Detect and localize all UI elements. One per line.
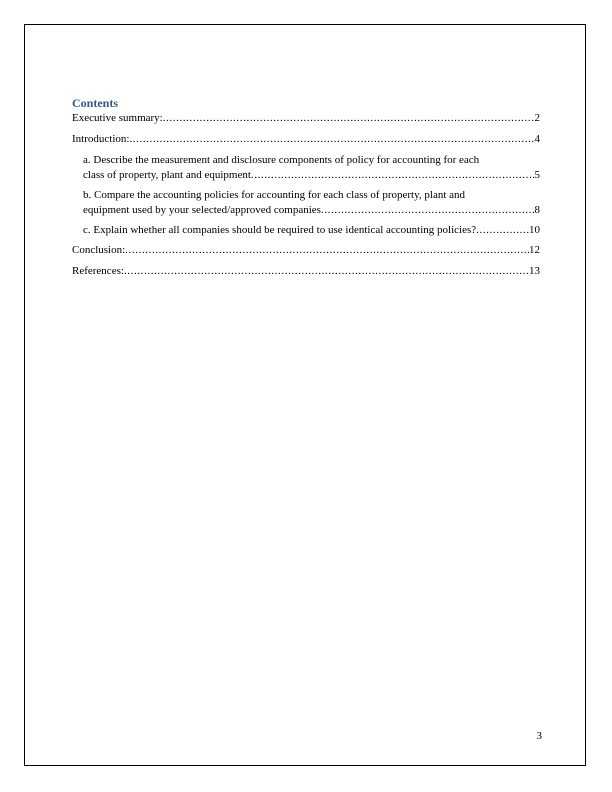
toc-entry-title-line1: a. Describe the measurement and disclosure components of policy for accounting for each <box>83 154 480 166</box>
toc-leader-dots <box>321 203 535 218</box>
toc-entry-title-line2: class of property, plant and equipment <box>83 169 251 181</box>
toc-entry-title: Conclusion: <box>72 244 126 256</box>
toc-leader-dots <box>125 243 529 258</box>
toc-entry-title: Executive summary: <box>72 112 163 124</box>
toc-entry-page: 2 <box>534 112 540 124</box>
toc-leader-dots <box>129 132 534 147</box>
toc-entry-page: 8 <box>534 204 540 216</box>
page-number: 3 <box>536 730 542 742</box>
toc-entry-title: Introduction: <box>72 133 130 145</box>
toc-entry-executive-summary[interactable] <box>72 111 540 126</box>
toc-leader-dots <box>251 168 535 183</box>
toc-leader-dots <box>476 223 529 238</box>
toc-entry-section-b[interactable] <box>72 188 540 218</box>
toc-entry-section-a[interactable] <box>72 153 540 183</box>
toc-entry-section-c[interactable] <box>72 223 540 238</box>
toc-leader-dots <box>163 111 535 126</box>
toc-leader-dots <box>124 264 529 279</box>
toc-entry-conclusion[interactable] <box>72 243 540 258</box>
toc-entry-page: 10 <box>529 224 540 236</box>
toc-entry-page: 12 <box>529 244 540 256</box>
toc-entry-page: 4 <box>534 133 540 145</box>
toc-entry-references[interactable] <box>72 264 540 279</box>
toc-heading: Contents <box>72 96 119 110</box>
toc-entry-page: 5 <box>534 169 540 181</box>
toc-entry-title-line1: b. Compare the accounting policies for accounting for each class of property, plant and <box>83 189 466 201</box>
toc-entry-title: c. Explain whether all companies should be required to use identical accounting policies? <box>83 224 477 236</box>
toc-entry-page: 13 <box>529 265 540 277</box>
toc-entry-title: References: <box>72 265 124 277</box>
toc-entry-title-line2: equipment used by your selected/approved companies <box>83 204 321 216</box>
toc-entry-introduction[interactable] <box>72 132 540 147</box>
table-of-contents <box>72 96 540 285</box>
